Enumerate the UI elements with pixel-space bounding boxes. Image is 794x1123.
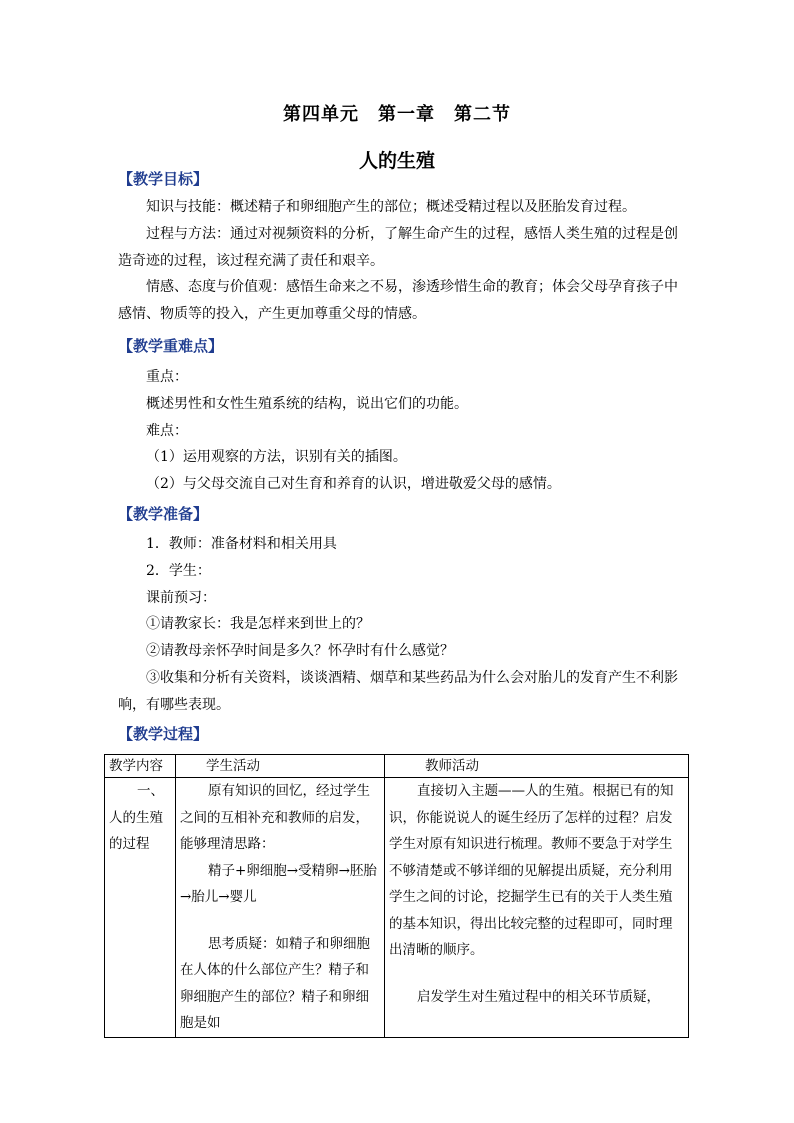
difficulty-label: 难点： [146,423,188,439]
header-content: 教学内容 [105,755,176,778]
prep-preview-label: 课前预习： [146,590,216,606]
table-row [105,778,689,1038]
student-activity-p1: 原有知识的回忆，经过学生之间的互相补充和教师的启发，能够理清思路： [180,783,370,852]
student-activity-p2: 精子+卵细胞→受精卵→胚胎→胎儿→婴儿 [180,862,377,905]
cell-student-activity [176,778,385,1038]
prep-student: 2．学生： [146,563,211,579]
teacher-activity-p1: 直接切入主题——人的生殖。根据已有的知识，你能说说人的诞生经历了怎样的过程？启发学生对原有知识进行梳理。教师不要急于对学生不够清楚或不够详细的见解提出质疑，充分利用学生之间的讨论，挖掘学生已有的关于人类生殖的基本知识，得出比较完整的过程即可，同时理出清晰的顺序。 [389,783,674,958]
student-activity-p3: 思考质疑：如精子和卵细胞在人体的什么部位产生？精子和卵细胞产生的部位？精子和卵细胞是如 [180,935,370,1031]
section-heading-key-points: 【教学重难点】 [118,337,224,355]
focus-text: 概述男性和女性生殖系统的结构，说出它们的功能。 [146,396,468,412]
prep-question-2: ②请教母亲怀孕时间是多久？怀孕时有什么感觉？ [146,643,454,659]
goal-emotion: 情感、态度与价值观：感悟生命来之不易，渗透珍惜生命的教育；体会父母孕育孩子中感情、物质等的投入，产生更加尊重父母的情感。 [118,279,678,322]
goal-knowledge: 知识与技能：概述精子和卵细胞产生的部位；概述受精过程以及胚胎发育过程。 [146,199,636,215]
lesson-title: 人的生殖 [358,150,435,172]
cell-content [105,778,176,1038]
focus-label: 重点： [146,369,188,385]
content-text: 一、人的生殖的过程 [109,783,164,852]
prep-question-3: ③收集和分析有关资料，谈谈酒精、烟草和某些药品为什么会对胎儿的发育产生不利影响，有哪些表现。 [118,670,678,713]
prep-question-1: ①请教家长：我是怎样来到世上的？ [146,616,370,632]
section-heading-prep: 【教学准备】 [118,505,209,523]
table-header-row [105,755,689,778]
header-teacher-activity [385,755,689,778]
section-heading-goals: 【教学目标】 [118,170,209,188]
header-student-activity-label: 学生活动 [206,758,260,774]
goal-process-method: 过程与方法：通过对视频资料的分析，了解生命产生的过程，感悟人类生殖的过程是创造奇迹的过程，该过程充满了责任和艰辛。 [118,226,678,269]
spacer [180,911,380,931]
page-title: 第四单元 第一章 第二节 [283,104,511,125]
spacer [389,964,684,984]
difficulty-item-1: （1）运用观察的方法，识别有关的插图。 [146,449,407,465]
prep-teacher: 1．教师：准备材料和相关用具 [146,536,337,552]
lesson-process-table [104,754,689,1038]
header-teacher-activity-label: 教师活动 [425,758,479,774]
header-student-activity [176,755,385,778]
difficulty-item-2: （2）与父母交流自己对生育和养育的认识，增进敬爱父母的感情。 [146,476,561,492]
section-heading-process: 【教学过程】 [118,725,209,743]
teacher-activity-p2: 启发学生对生殖过程中的相关环节质疑， [417,988,660,1005]
cell-teacher-activity [385,778,689,1038]
